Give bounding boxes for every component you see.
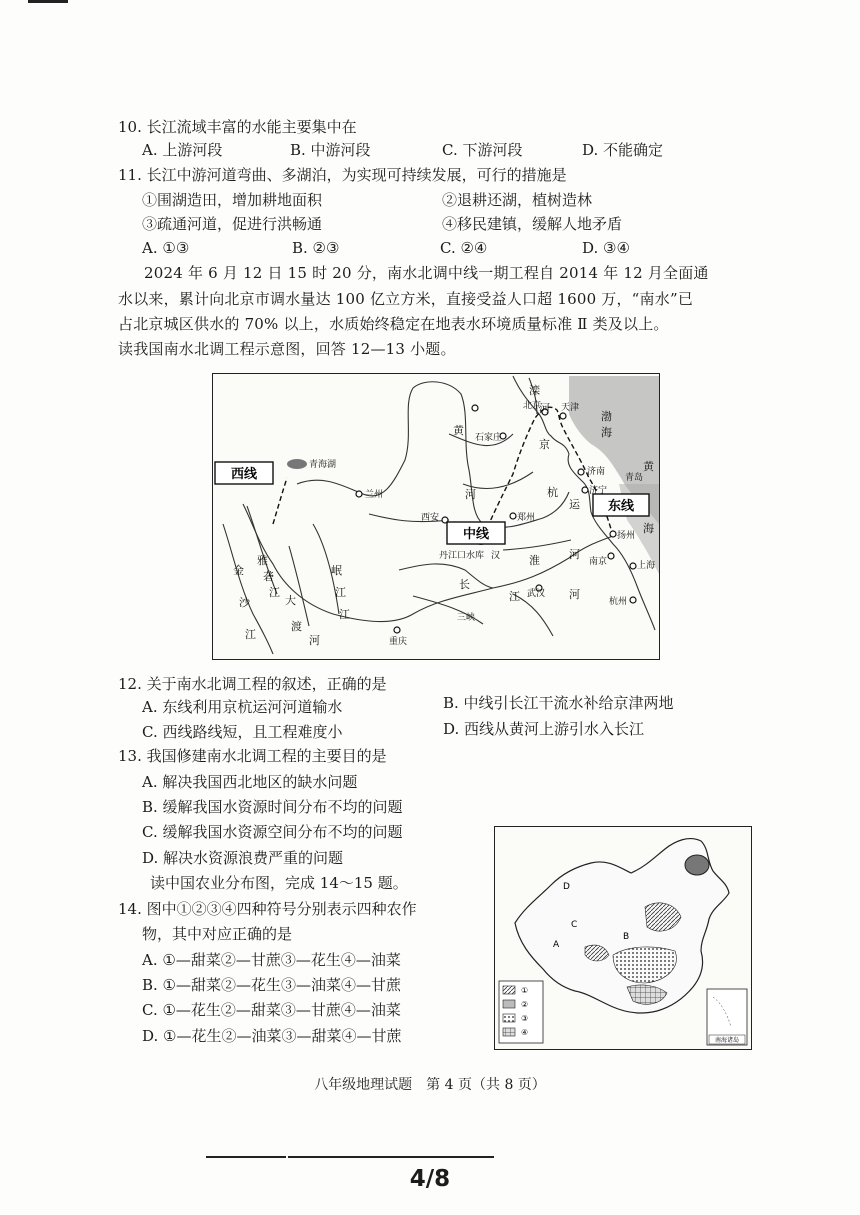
q13-option-a: A. 解决我国西北地区的缺水问题 <box>142 773 358 791</box>
label-luan-1: 滦 <box>529 384 540 397</box>
label-zhengzhou: 郑州 <box>517 513 536 523</box>
label-lanzhou: 兰州 <box>365 490 384 500</box>
label-nanjing: 南京 <box>589 557 608 567</box>
label-huai: 淮 <box>529 554 540 567</box>
question-14-stem-1: 14. 图中①②③④四种符号分别表示四种农作 <box>118 900 417 918</box>
q12-option-b: B. 中线引长江干流水补给京津两地 <box>443 694 674 712</box>
zone-northeast <box>685 855 709 875</box>
middle-route-label: 中线 <box>462 527 490 542</box>
label-luan-2: 河 <box>539 402 550 415</box>
china-agriculture-map <box>494 826 752 1050</box>
label-yellow-sea-1: 黄 <box>643 460 654 473</box>
page-footer: 八年级地理试题 第 4 页（共 8 页） <box>314 1077 546 1093</box>
tributary <box>463 472 533 488</box>
label-huang-he: 河 <box>465 488 476 501</box>
question-14-stem-2: 物，其中对应正确的是 <box>142 925 293 943</box>
label-hang: 杭 <box>547 486 558 499</box>
q13-option-c: C. 缓解我国水资源空间分布不均的问题 <box>142 823 403 841</box>
question-13-stem: 13. 我国修建南水北调工程的主要目的是 <box>118 747 387 765</box>
q10-option-d: D. 不能确定 <box>582 141 664 159</box>
label-bohai-1: 渤 <box>601 410 612 423</box>
passage-line-2: 水以来，累计向北京市调水量达 100 亿立方米，直接受益人口超 1600 万，“南水”已 <box>118 290 694 308</box>
west-route-line <box>273 478 287 524</box>
label-qinghai-lake: 青海湖 <box>309 460 337 470</box>
label-jin: 金 <box>233 564 244 577</box>
map2-label-a: A <box>553 940 560 950</box>
q10-option-b: B. 中游河段 <box>290 141 371 159</box>
label-jiang3: 江 <box>245 628 256 641</box>
label-ya: 雅 <box>257 554 268 567</box>
q11-statement-3: ③疏通河道，促进行洪畅通 <box>142 215 323 233</box>
q14-option-d: D. ①—花生②—油菜③—甜菜④—甘蔗 <box>142 1027 402 1045</box>
q12-option-d: D. 西线从黄河上游引水入长江 <box>443 720 645 738</box>
label-yangzhou: 扬州 <box>617 531 636 541</box>
intro-14-15: 读中国农业分布图，完成 14～15 题。 <box>150 874 408 892</box>
label-han: 汉 <box>491 551 501 561</box>
label-jiang2: 江 <box>269 586 280 599</box>
dadu-river <box>289 546 309 626</box>
legend-4: ④ <box>521 1028 529 1037</box>
label-min: 岷 <box>331 564 342 577</box>
label-qingdao: 青岛 <box>625 473 644 483</box>
footer-rule-right <box>288 1156 494 1158</box>
water-diversion-map <box>212 373 660 660</box>
q10-option-c: C. 下游河段 <box>442 141 523 159</box>
scan-mark <box>28 0 68 3</box>
label-yun: 运 <box>569 498 580 511</box>
q14-option-a: A. ①—甜菜②—甘蔗③—花生④—油菜 <box>142 951 401 969</box>
label-sha: 沙 <box>239 596 250 609</box>
q13-option-d: D. 解决水资源浪费严重的问题 <box>142 849 344 867</box>
q11-option-a: A. ①③ <box>142 239 190 257</box>
label-yellow-sea-2: 海 <box>643 522 654 535</box>
label-jinan: 济南 <box>587 467 606 477</box>
q12-option-a: A. 东线利用京杭运河河道输水 <box>142 698 343 716</box>
label-huai-he: 河 <box>569 588 580 601</box>
passage-line-4: 读我国南水北调工程示意图，回答 12—13 小题。 <box>118 340 456 358</box>
qinghai-lake <box>287 459 307 469</box>
label-jing: 京 <box>539 438 550 451</box>
label-he2: 河 <box>309 634 320 647</box>
label-xian: 西安 <box>421 513 440 523</box>
q11-statement-1: ①围湖造田，增加耕地面积 <box>142 191 323 209</box>
passage-line-3: 占北京城区供水的 70% 以上，水质始终稳定在地表水环境质量标准 Ⅱ 类及以上。 <box>118 315 669 333</box>
label-tianjin: 天津 <box>561 403 580 413</box>
passage-line-1: 2024 年 6 月 12 日 15 时 20 分，南水北调中线一期工程自 2014 年 12 月全面通 <box>144 264 709 282</box>
q11-option-d: D. ③④ <box>582 239 630 257</box>
label-min-jiang: 江 <box>335 586 346 599</box>
q14-option-b: B. ①—甜菜②—花生③—油菜④—甘蔗 <box>142 976 402 994</box>
label-chongqing: 重庆 <box>389 637 408 647</box>
map2-label-c: C <box>571 920 578 930</box>
label-long: 砻 <box>263 570 274 583</box>
label-hangzhou: 杭州 <box>609 597 628 607</box>
q11-statement-2: ②退耕还湖，植树造林 <box>442 191 593 209</box>
west-route-label: 西线 <box>230 467 258 482</box>
label-huang: 黄 <box>453 424 464 437</box>
map2-label-b: B <box>623 932 630 942</box>
label-wuhan: 武汉 <box>527 589 546 599</box>
question-10-stem: 10. 长江流域丰富的水能主要集中在 <box>118 118 357 136</box>
huai-river <box>503 540 571 550</box>
q11-option-c: C. ②④ <box>440 239 488 257</box>
label-jiang4: 江 <box>339 608 350 621</box>
footer-rule-left <box>206 1156 286 1158</box>
label-chang: 长 <box>459 578 470 591</box>
label-beijing: 北京 <box>523 401 542 411</box>
legend-2: ② <box>521 1000 529 1009</box>
page-number: 4/8 <box>409 1166 451 1192</box>
east-route-label: 东线 <box>607 499 635 514</box>
q10-option-a: A. 上游河段 <box>142 141 223 159</box>
label-danjiangkou: 丹江口水库 <box>439 551 485 561</box>
label-shijiazhuang: 石家庄 <box>475 433 503 443</box>
q12-option-c: C. 西线路线短，且工程难度小 <box>142 723 343 741</box>
inset-label: 南海诸岛 <box>714 1037 740 1044</box>
han-river <box>399 564 493 588</box>
legend-3: ③ <box>521 1014 529 1023</box>
question-11-stem: 11. 长江中游河道弯曲、多湖泊，为实现可持续发展，可行的措施是 <box>118 166 567 184</box>
legend-1: ① <box>521 986 529 995</box>
label-du: 渡 <box>291 620 302 633</box>
q13-option-b: B. 缓解我国水资源时间分布不均的问题 <box>142 798 403 816</box>
label-dadu: 大 <box>285 594 296 607</box>
q11-statement-4: ④移民建镇，缓解人地矛盾 <box>442 215 623 233</box>
label-shanghai: 上海 <box>637 561 656 571</box>
q11-option-b: B. ②③ <box>292 239 340 257</box>
label-bohai-2: 海 <box>601 426 612 439</box>
question-12-stem: 12. 关于南水北调工程的叙述，正确的是 <box>118 675 387 693</box>
map2-label-d: D <box>563 882 570 892</box>
label-sanxia: 三峡 <box>457 613 476 623</box>
q14-option-c: C. ①—花生②—甜菜③—甘蔗④—油菜 <box>142 1001 401 1019</box>
label-jining: 济宁 <box>589 486 608 496</box>
label-jiang: 江 <box>509 590 520 603</box>
label-he: 河 <box>569 548 580 561</box>
